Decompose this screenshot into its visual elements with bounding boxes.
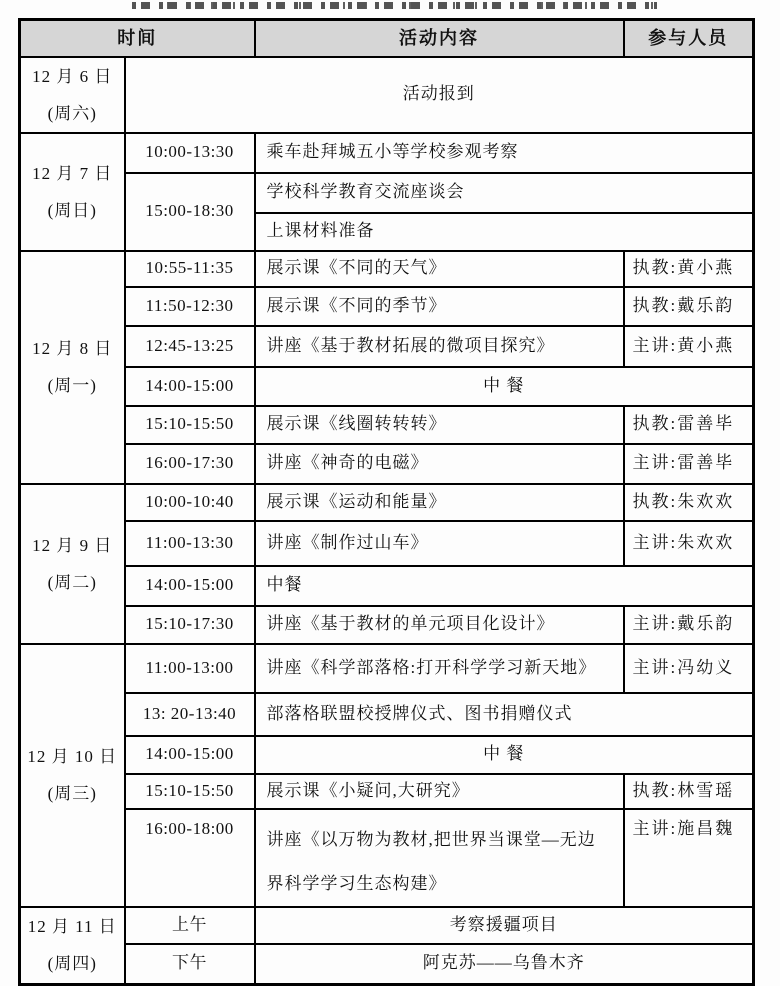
activity-cell: 乘车赴拜城五小等学校参观考察 xyxy=(255,133,754,173)
schedule-table xyxy=(18,18,755,986)
time-cell: 15:10-17:30 xyxy=(125,606,255,644)
time-cell: 11:50-12:30 xyxy=(125,287,255,326)
weekday-text: (周六) xyxy=(47,103,97,123)
table-row xyxy=(20,251,754,287)
date-text: 12 月 8 日 xyxy=(32,339,113,358)
table-row xyxy=(20,406,754,444)
date-text: 12 月 11 日 xyxy=(27,917,117,937)
date-cell xyxy=(20,251,125,484)
activity-cell: 活动报到 xyxy=(125,57,754,133)
activity-cell: 考察援疆项目 xyxy=(255,907,754,944)
time-cell: 14:00-15:00 xyxy=(125,367,255,406)
table-row xyxy=(20,566,754,606)
activity-cell: 部落格联盟校授牌仪式、图书捐赠仪式 xyxy=(255,693,754,736)
header-row xyxy=(20,20,754,57)
table-row xyxy=(20,644,754,693)
participant-cell: 执教:林雪瑶 xyxy=(624,774,754,809)
date-text: 12 月 10 日 xyxy=(27,747,118,766)
table-row xyxy=(20,736,754,774)
table-row xyxy=(20,907,754,944)
time-cell: 10:00-10:40 xyxy=(125,484,255,521)
time-cell: 上午 xyxy=(125,907,255,944)
time-cell: 16:00-18:00 xyxy=(125,809,255,907)
table-row xyxy=(20,521,754,566)
activity-cell xyxy=(255,809,624,907)
time-cell: 15:10-15:50 xyxy=(125,406,255,444)
activity-cell: 展示课《运动和能量》 xyxy=(255,484,624,521)
activity-cell: 讲座《基于教材的单元项目化设计》 xyxy=(255,606,624,644)
table-row xyxy=(20,173,754,213)
participant-cell: 执教:黄小燕 xyxy=(624,251,754,287)
date-text: 12 月 7 日 xyxy=(32,163,113,183)
activity-line-1: 讲座《以万物为教材,把世界当课堂—无边 xyxy=(266,829,596,849)
table-row xyxy=(20,367,754,406)
activity-cell: 讲座《神奇的电磁》 xyxy=(255,444,624,484)
activity-line-2: 界科学学习生态构建》 xyxy=(266,873,447,893)
time-cell: 11:00-13:30 xyxy=(125,521,255,566)
activity-cell: 学校科学教育交流座谈会 xyxy=(255,173,754,213)
participant-cell: 执教:戴乐韵 xyxy=(624,287,754,326)
weekday-text: (周一) xyxy=(47,376,97,395)
participant-cell: 主讲:戴乐韵 xyxy=(624,606,754,644)
table-row xyxy=(20,693,754,736)
time-cell: 14:00-15:00 xyxy=(125,566,255,606)
table-row xyxy=(20,57,754,133)
date-text: 12 月 9 日 xyxy=(32,535,113,555)
date-cell xyxy=(20,907,125,985)
participant-cell: 主讲:冯幼义 xyxy=(624,644,754,693)
activity-cell: 展示课《小疑问,大研究》 xyxy=(255,774,624,809)
table-row xyxy=(20,809,754,907)
date-cell xyxy=(20,133,125,251)
header-activity: 活动内容 xyxy=(255,20,624,57)
time-cell: 11:00-13:00 xyxy=(125,644,255,693)
activity-cell: 讲座《科学部落格:打开科学学习新天地》 xyxy=(255,644,624,693)
weekday-text: (周三) xyxy=(47,784,97,803)
activity-cell: 讲座《基于教材拓展的微项目探究》 xyxy=(255,326,624,367)
table-row xyxy=(20,287,754,326)
table-row xyxy=(20,944,754,985)
weekday-text: (周日) xyxy=(47,200,97,220)
header-time: 时间 xyxy=(20,20,255,57)
date-cell xyxy=(20,484,125,644)
table-row xyxy=(20,774,754,809)
table-row xyxy=(20,133,754,173)
time-cell: 13: 20-13:40 xyxy=(125,693,255,736)
activity-cell: 讲座《制作过山车》 xyxy=(255,521,624,566)
weekday-text: (周二) xyxy=(47,572,97,592)
activity-cell: 阿克苏——乌鲁木齐 xyxy=(255,944,754,985)
participant-cell: 主讲:雷善毕 xyxy=(624,444,754,484)
clipped-title-fragment xyxy=(132,2,657,9)
weekday-text: (周四) xyxy=(47,954,97,974)
time-cell: 16:00-17:30 xyxy=(125,444,255,484)
date-cell xyxy=(20,644,125,907)
time-cell: 10:00-13:30 xyxy=(125,133,255,173)
table-row xyxy=(20,606,754,644)
activity-cell: 上课材料准备 xyxy=(255,213,754,251)
date-cell xyxy=(20,57,125,133)
activity-cell: 展示课《线圈转转转》 xyxy=(255,406,624,444)
participant-cell: 主讲:朱欢欢 xyxy=(624,521,754,566)
activity-cell: 中 餐 xyxy=(255,736,754,774)
table-row xyxy=(20,326,754,367)
time-cell: 14:00-15:00 xyxy=(125,736,255,774)
time-cell: 下午 xyxy=(125,944,255,985)
participant-cell: 执教:朱欢欢 xyxy=(624,484,754,521)
activity-cell: 展示课《不同的天气》 xyxy=(255,251,624,287)
date-text: 12 月 6 日 xyxy=(32,66,113,86)
table-row xyxy=(20,444,754,484)
time-cell: 10:55-11:35 xyxy=(125,251,255,287)
time-cell: 12:45-13:25 xyxy=(125,326,255,367)
time-cell: 15:10-15:50 xyxy=(125,774,255,809)
time-cell: 15:00-18:30 xyxy=(125,173,255,251)
header-participants: 参与人员 xyxy=(624,20,754,57)
activity-cell: 中 餐 xyxy=(255,367,754,406)
participant-cell: 执教:雷善毕 xyxy=(624,406,754,444)
participant-cell: 主讲:施昌魏 xyxy=(624,809,754,907)
participant-cell: 主讲:黄小燕 xyxy=(624,326,754,367)
activity-cell: 中餐 xyxy=(255,566,754,606)
table-row xyxy=(20,484,754,521)
activity-cell: 展示课《不同的季节》 xyxy=(255,287,624,326)
